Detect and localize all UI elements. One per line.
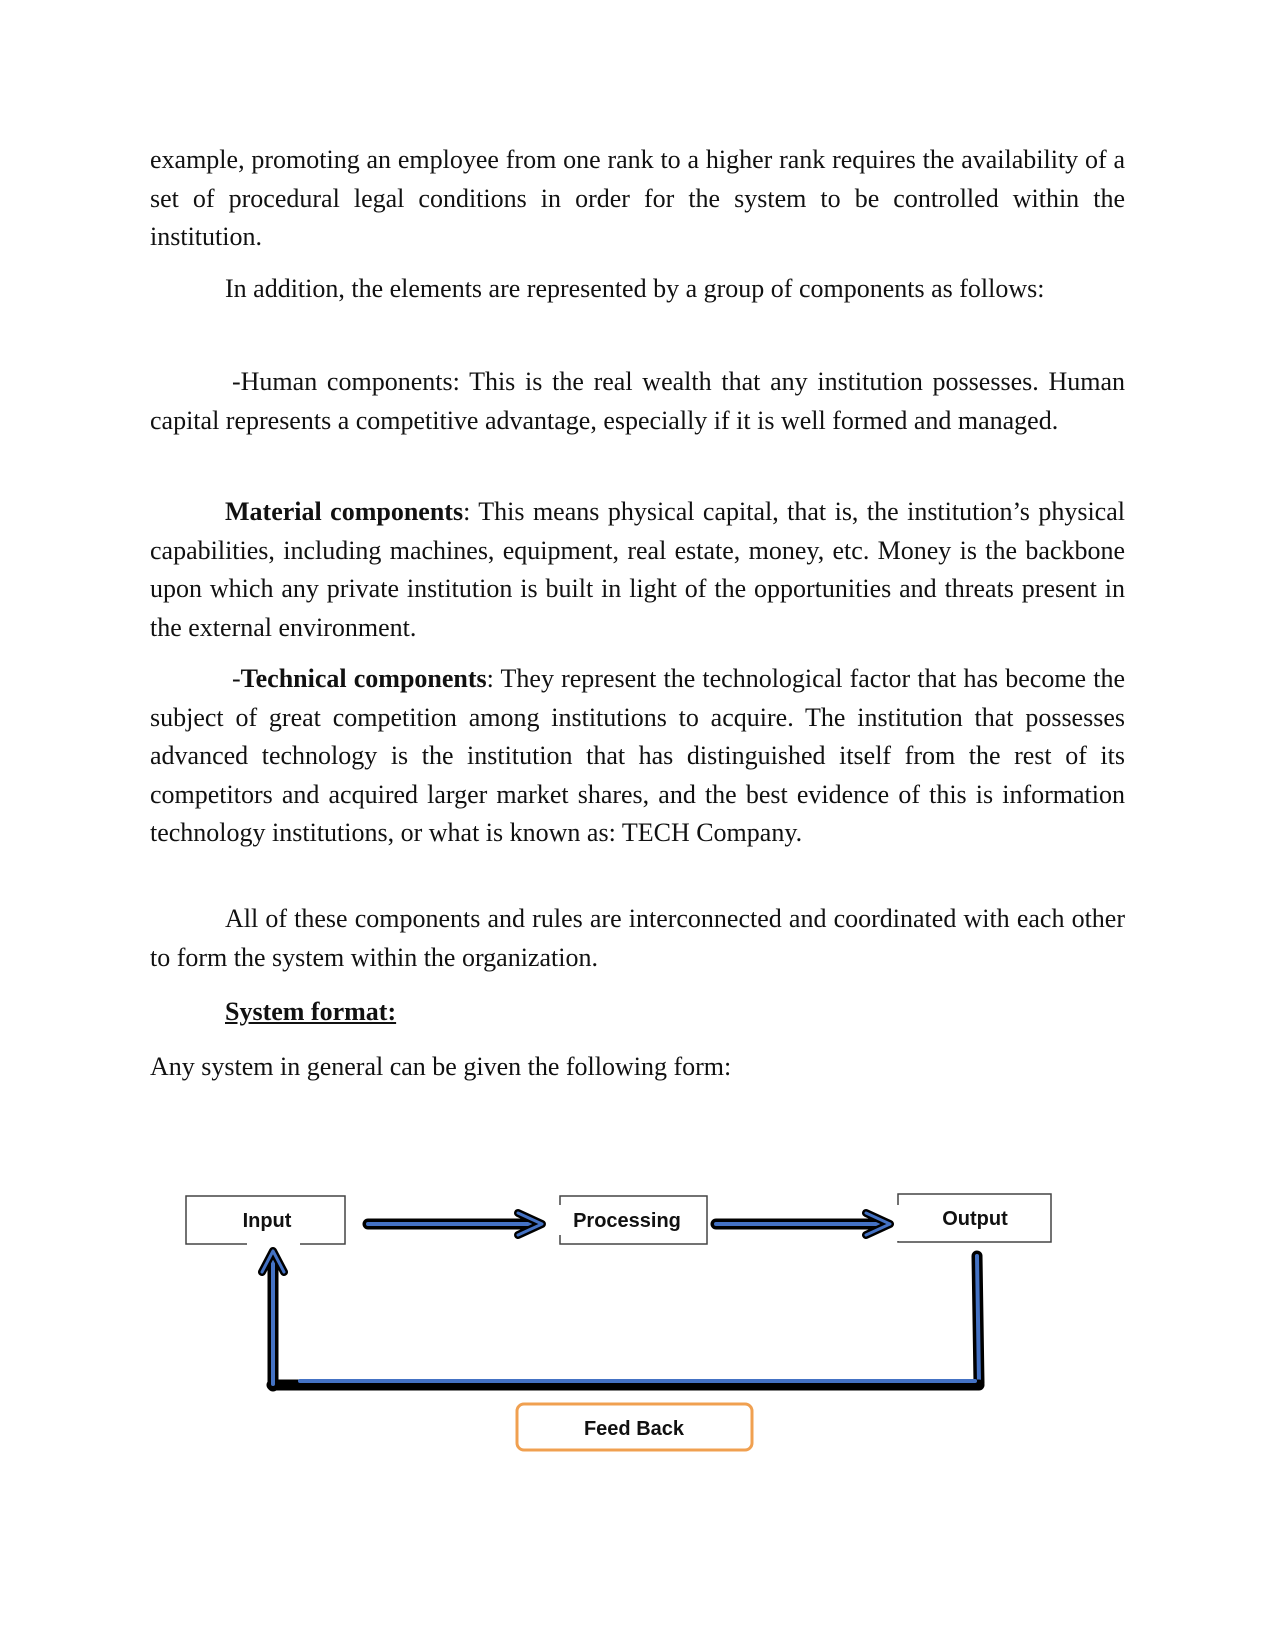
material-components-term: Material components — [225, 497, 464, 526]
feedback-loop-path — [262, 1251, 979, 1386]
paragraph-system-form: Any system in general can be given the following form: — [150, 1052, 732, 1081]
arrow-input-to-processing — [368, 1213, 542, 1235]
output-label: Output — [942, 1208, 1008, 1230]
paragraph-elements: In addition, the elements are represented by a group of components as follows: — [225, 274, 1045, 303]
paragraph-human-components: -Human components: This is the real wealth that any institution possesses. Human capital represents a competitive advantage, especially if it is well formed and managed. — [150, 367, 1125, 435]
technical-components-text: : They represent the technological factor that has become the subject of great competition among institutions to acquire. The institution that possesses advanced technology is the institution that has distinguished itself from the rest of its competitors and acquired larger market shares, and the best evidence of this is information technology institutions, or what is known as: TECH Company. — [150, 664, 1125, 847]
technical-components-term: Technical components — [240, 664, 487, 693]
output-box — [898, 1194, 1051, 1242]
section-heading-system-format: System format: — [225, 997, 397, 1026]
processing-label: Processing — [573, 1210, 681, 1232]
technical-components-dash: - — [232, 664, 241, 693]
feedback-box — [517, 1404, 752, 1450]
input-label: Input — [242, 1210, 292, 1232]
arrow-processing-to-output — [716, 1213, 890, 1235]
feedback-label: Feed Back — [583, 1418, 685, 1440]
paragraph-intro: example, promoting an employee from one rank to a higher rank requires the availability of a set of procedural legal conditions in order for the system to be controlled within the institution. — [150, 145, 1125, 251]
paragraph-interconnected: All of these components and rules are interconnected and coordinated with each other to form the system within the organization. — [150, 904, 1125, 972]
material-components-text: : This means physical capital, that is, the institution’s physical capabilities, including machines, equipment, real estate, money, etc. Money is the backbone upon which any private institution is built in light of the opportunities and threats present in the external environment. — [150, 497, 1125, 642]
input-box — [186, 1196, 345, 1244]
processing-box — [559, 1196, 707, 1244]
